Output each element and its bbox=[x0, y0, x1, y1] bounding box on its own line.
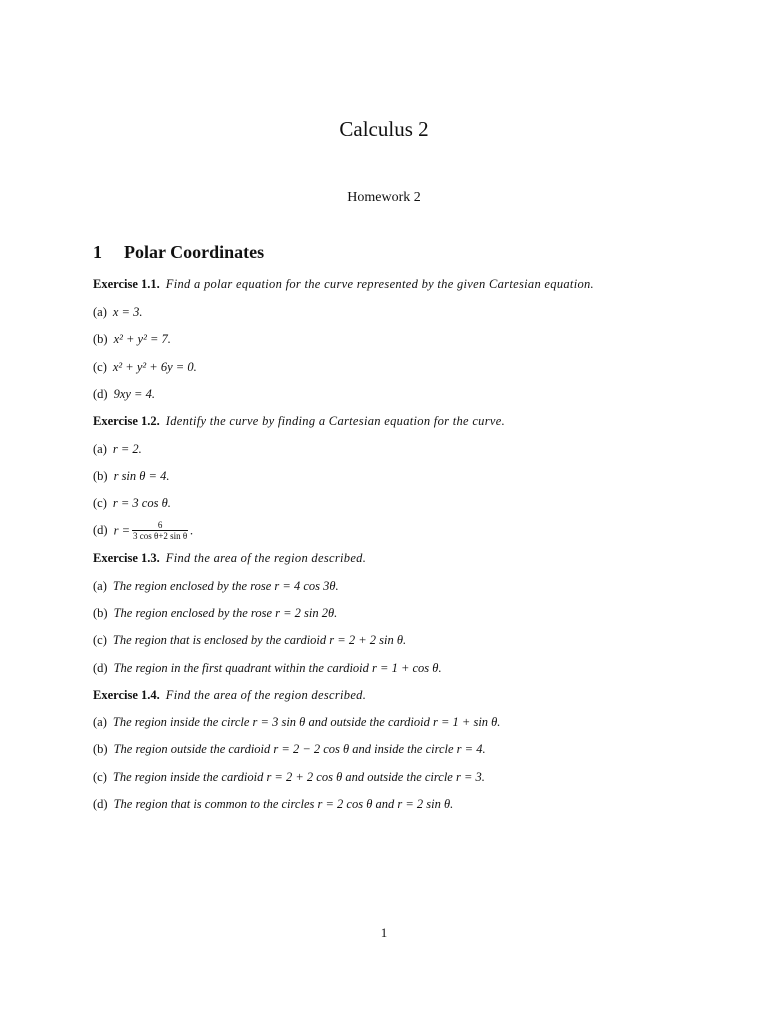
item-text: r = 3 cos θ. bbox=[112, 496, 171, 510]
item-text: x² + y² = 7. bbox=[113, 332, 171, 346]
exercise-prompt: Find the area of the region described. bbox=[165, 688, 367, 702]
exercise-item bbox=[93, 604, 337, 622]
exercise-item bbox=[93, 577, 339, 595]
item-text: The region enclosed by the rose r = 4 cos 3θ. bbox=[112, 579, 339, 593]
fraction-denominator: 3 cos θ+2 sin θ bbox=[133, 531, 188, 541]
exercise-item bbox=[93, 521, 193, 542]
item-label: (b) bbox=[93, 742, 108, 756]
exercise-prompt: Find the area of the region described. bbox=[165, 551, 367, 565]
exercise-item bbox=[93, 303, 142, 321]
page-subtitle: Homework 2 bbox=[347, 190, 421, 205]
item-text: r = 2. bbox=[112, 442, 142, 456]
item-label: (d) bbox=[93, 661, 108, 675]
item-label: (d) bbox=[93, 387, 108, 401]
exercise-item bbox=[93, 358, 197, 376]
item-text: The region inside the cardioid r = 2 + 2 cos θ and outside the circle r = 3. bbox=[112, 770, 485, 784]
exercise-heading bbox=[93, 275, 594, 293]
item-label: (c) bbox=[93, 496, 107, 510]
exercise-prompt: Find a polar equation for the curve represented by the given Cartesian equation. bbox=[165, 277, 594, 291]
item-text: 9xy = 4. bbox=[113, 387, 155, 401]
item-label: (c) bbox=[93, 633, 107, 647]
exercise-item bbox=[93, 631, 406, 649]
exercise-item bbox=[93, 330, 171, 348]
item-label: (a) bbox=[93, 442, 107, 456]
item-text: x² + y² + 6y = 0. bbox=[112, 360, 197, 374]
item-text: r = bbox=[113, 523, 131, 538]
exercise-item bbox=[93, 385, 155, 403]
exercise-item bbox=[93, 740, 486, 758]
section-number: 1 bbox=[93, 242, 102, 262]
item-label: (c) bbox=[93, 770, 107, 784]
exercise-prompt: Identify the curve by finding a Cartesian equation for the curve. bbox=[165, 414, 506, 428]
item-text: The region in the first quadrant within the cardioid r = 1 + cos θ. bbox=[113, 661, 442, 675]
fraction bbox=[132, 520, 188, 541]
item-label: (b) bbox=[93, 332, 108, 346]
item-label: (d) bbox=[93, 797, 108, 811]
item-text: r sin θ = 4. bbox=[113, 469, 170, 483]
exercise-item bbox=[93, 713, 500, 731]
item-label: (a) bbox=[93, 715, 107, 729]
exercise-heading bbox=[93, 686, 366, 704]
item-label: (c) bbox=[93, 360, 107, 374]
exercise-heading bbox=[93, 412, 505, 430]
item-text: The region enclosed by the rose r = 2 sin 2θ. bbox=[113, 606, 338, 620]
page-title: Calculus 2 bbox=[339, 117, 429, 141]
section-title: Polar Coordinates bbox=[124, 242, 265, 262]
exercise-item bbox=[93, 467, 169, 485]
exercise-label: Exercise 1.4. bbox=[93, 688, 160, 702]
exercise-heading bbox=[93, 549, 366, 567]
item-text: The region outside the cardioid r = 2 − 2 cos θ and inside the circle r = 4. bbox=[113, 742, 486, 756]
exercise-label: Exercise 1.3. bbox=[93, 551, 160, 565]
item-label: (a) bbox=[93, 305, 107, 319]
item-text: . bbox=[190, 523, 194, 538]
exercise-item bbox=[93, 659, 442, 677]
exercise-item bbox=[93, 440, 142, 458]
page-number: 1 bbox=[380, 925, 388, 940]
item-text: The region inside the circle r = 3 sin θ and outside the cardioid r = 1 + sin θ. bbox=[112, 715, 501, 729]
item-label: (d) bbox=[93, 523, 108, 538]
item-label: (a) bbox=[93, 579, 107, 593]
fraction-numerator: 6 bbox=[132, 520, 188, 531]
exercise-label: Exercise 1.1. bbox=[93, 277, 160, 291]
item-text: The region that is common to the circles r = 2 cos θ and r = 2 sin θ. bbox=[113, 797, 454, 811]
item-text: The region that is enclosed by the cardioid r = 2 + 2 sin θ. bbox=[112, 633, 407, 647]
item-label: (b) bbox=[93, 606, 108, 620]
section-heading bbox=[93, 239, 264, 265]
exercise-label: Exercise 1.2. bbox=[93, 414, 160, 428]
exercise-item bbox=[93, 768, 485, 786]
item-text: x = 3. bbox=[112, 305, 143, 319]
item-label: (b) bbox=[93, 469, 108, 483]
exercise-item bbox=[93, 494, 171, 512]
exercise-item bbox=[93, 795, 453, 813]
